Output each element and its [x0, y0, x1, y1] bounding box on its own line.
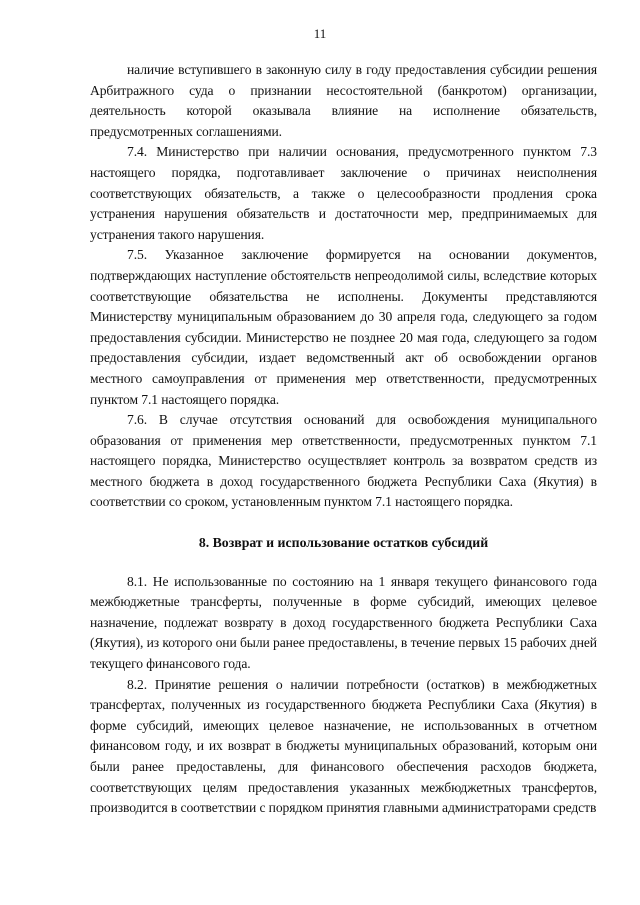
- paragraph-8-1: 8.1. Не использованные по состоянию на 1 января текущего финансового года межбюджетные трансферты, полученные в форме субсидий, имеющих целевое назначение, подлежат возврату в доход государственного бюджета Республики Саха (Якутия), из которого они были ранее предоставлены, в течение первых 15 рабочих дней текущего финансового года.: [90, 573, 597, 672]
- paragraph-7-6: 7.6. В случае отсутствия оснований для освобождения муниципального образования от применения мер ответственности, предусмотренных пунктом 7.1 настоящего порядка, Министерство осуществляет контроль за возвратом средств из местного бюджета в доход государственного бюджета Республики Саха (Якутия) в соответствии со сроком, установленным пунктом 7.1 настоящего порядка.: [90, 412, 597, 510]
- paragraph-7-4: 7.4. Министерство при наличии основания, предусмотренного пунктом 7.3 настоящего порядка, подготавливает заключение о причинах неисполнения соответствующих обязательств, а также о целесообразности продления срока устранения нарушения обязательств и достаточности мер, предпринимаемых для устранения такого нарушения.: [90, 144, 597, 242]
- document-body: [90, 60, 597, 819]
- page-number: 11: [313, 26, 327, 41]
- paragraph-8-2: 8.2. Принятие решения о наличии потребности (остатков) в межбюджетных трансфертах, полученных из государственного бюджета Республики Саха (Якутия) в форме субсидий, имеющих целевое назначение, не использованных в отчетном финансовом году, и их возврат в бюджеты муниципальных образований, которым они были ранее предоставлены, для финансового обеспечения расходов бюджета, соответствующих целям предоставления указанных межбюджетных трансфертов, производится в соответствии с порядком принятия главными администраторами средств: [90, 676, 597, 816]
- paragraph-condition-continued: наличие вступившего в законную силу в году предоставления субсидии решения Арбитражного суда о признании несостоятельной (банкротом) организации, деятельность которой оказывала влияние на исполнение обязательств, предусмотренных соглашениями.: [90, 62, 597, 139]
- section-8-heading: 8. Возврат и использование остатков субсидий: [198, 535, 489, 551]
- paragraph-7-5: 7.5. Указанное заключение формируется на основании документов, подтверждающих наступление обстоятельств непреодолимой силы, вследствие которых соответствующие обязательства не исполнены. Документы представляются Министерству муниципальным образованием до 30 апреля года, следующего за годом предоставления субсидии. Министерство не позднее 20 мая года, следующего за годом предоставления субсидии, издает ведомственный акт об освобождении органов местного самоуправления от применения мер ответственности, предусмотренных пунктом 7.1 настоящего порядка.: [90, 247, 597, 407]
